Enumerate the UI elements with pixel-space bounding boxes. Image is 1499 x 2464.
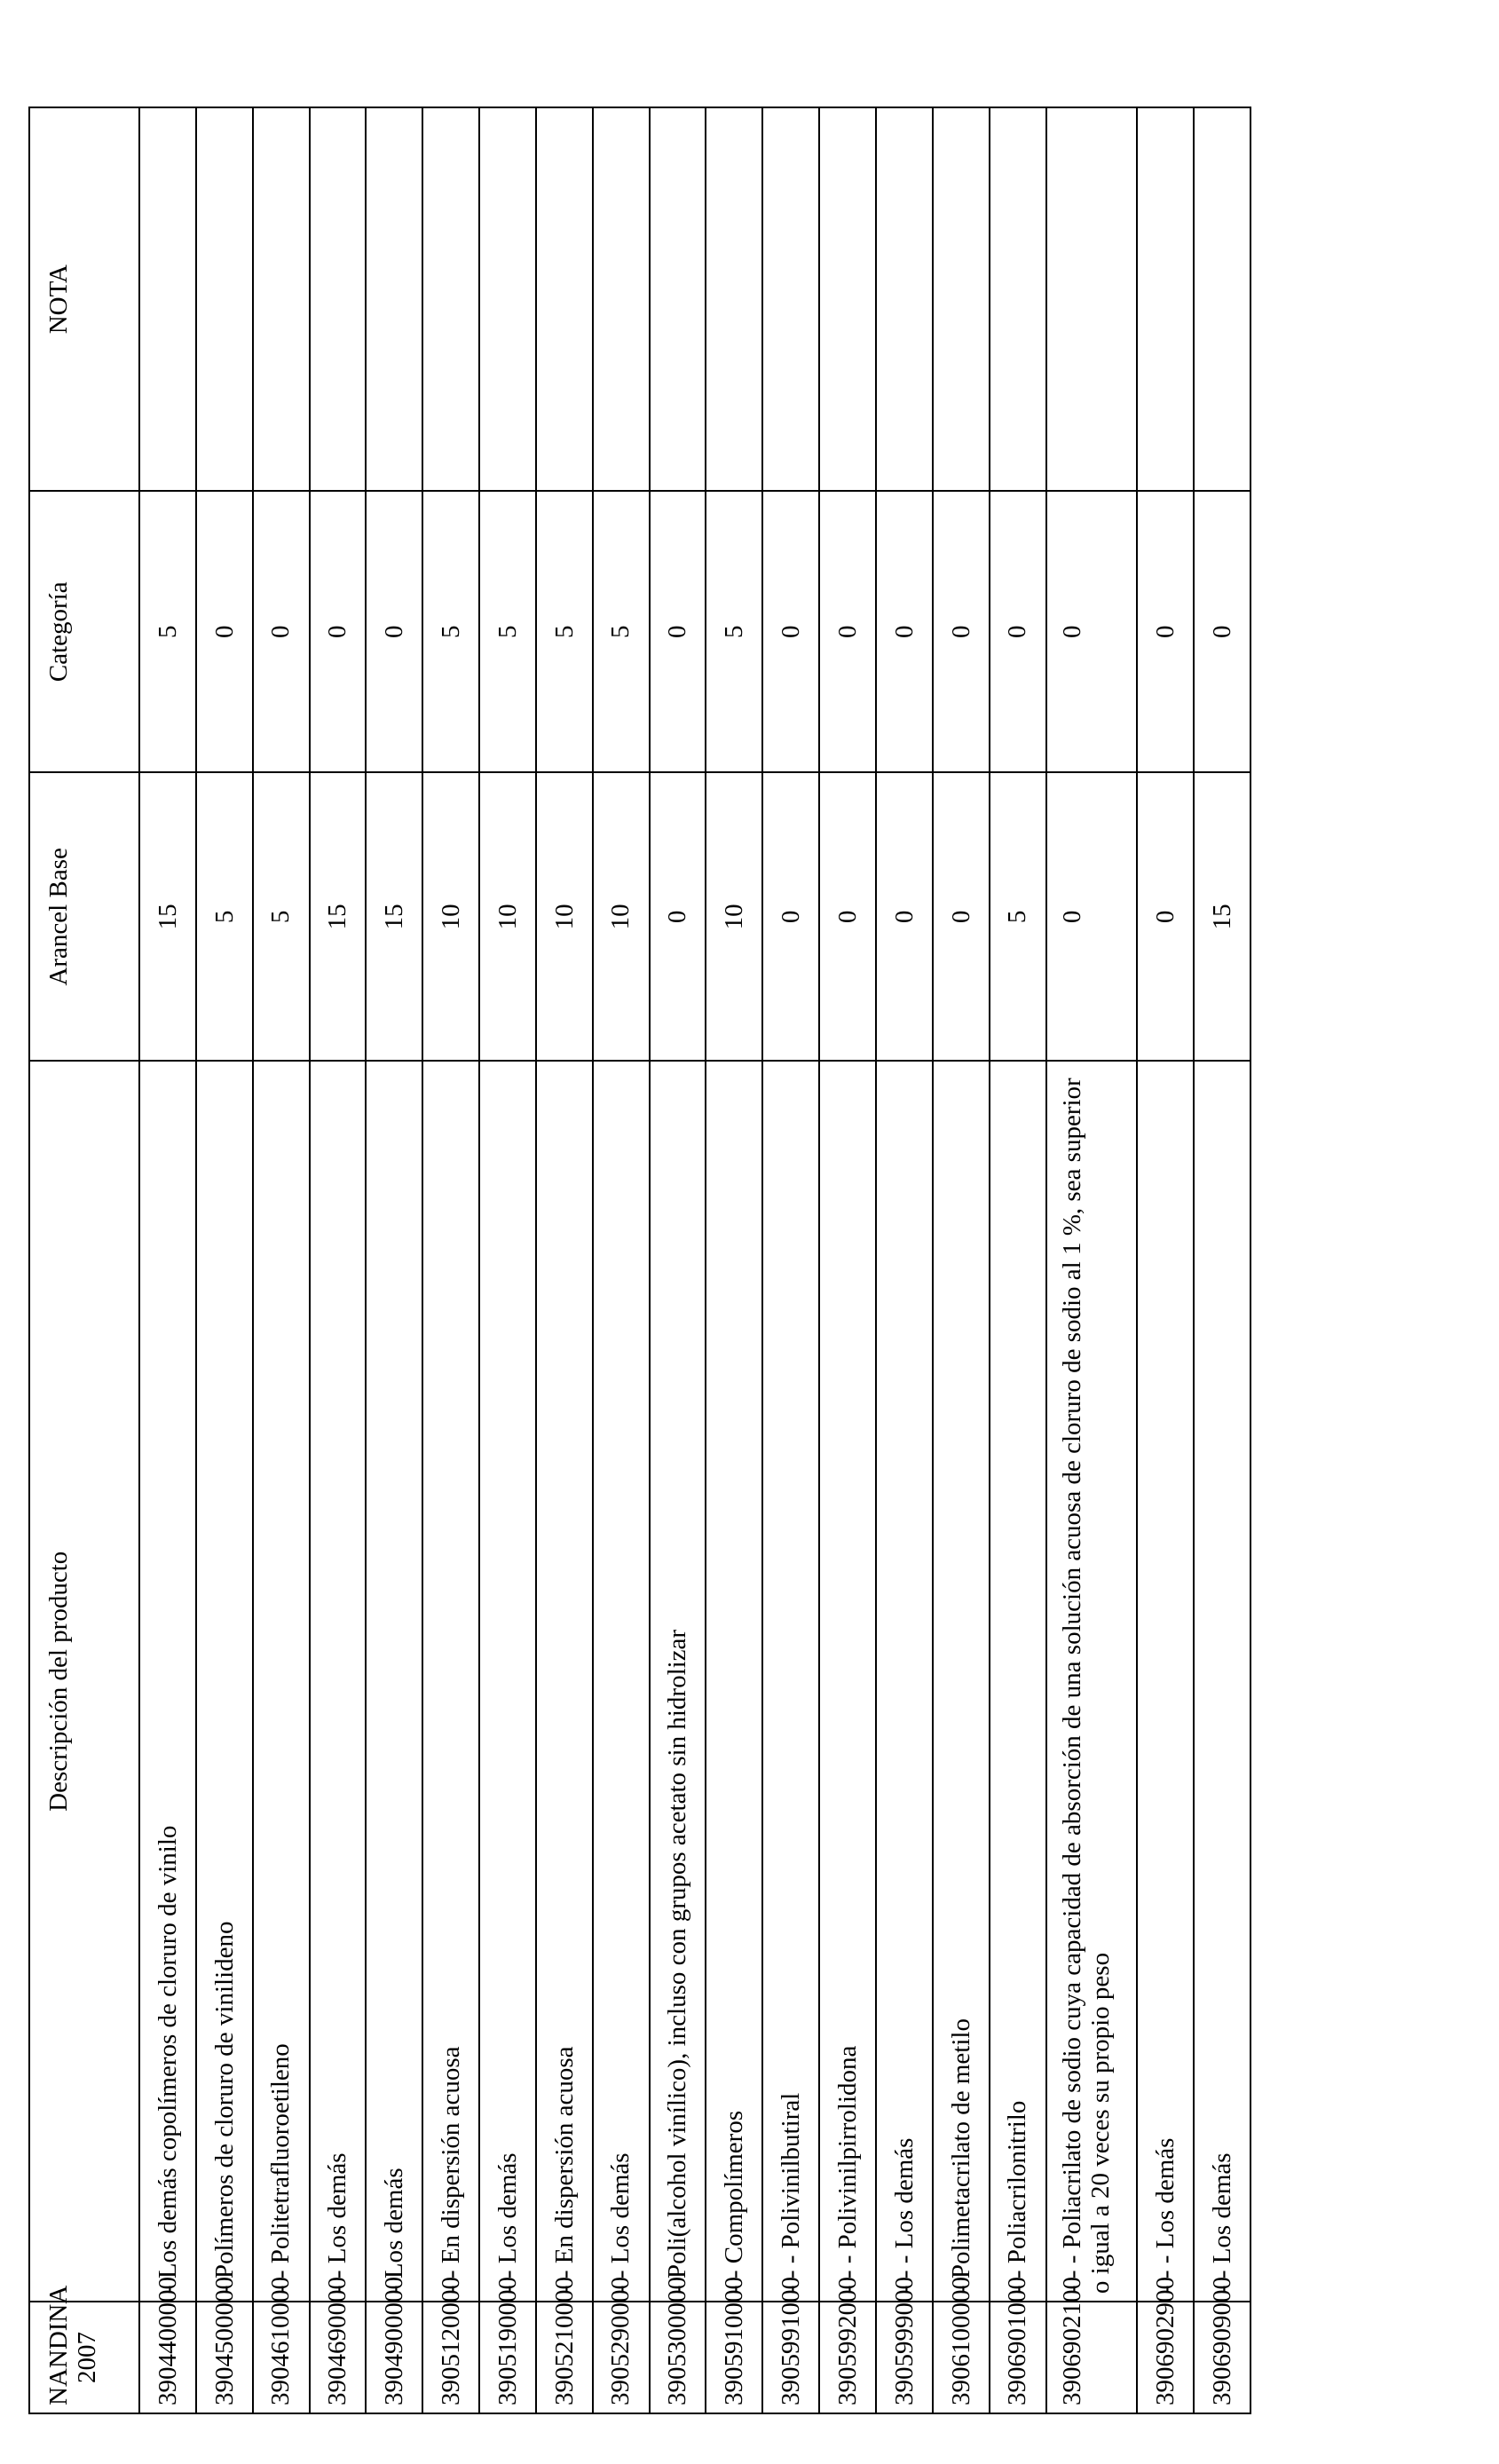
cell-description: - - En dispersión acuosa xyxy=(422,1061,479,2302)
cell-code: 3905999000 xyxy=(876,2302,933,2413)
cell-categoria: 0 xyxy=(819,491,876,772)
header-arancel-base: Arancel Base xyxy=(29,772,139,1061)
header-nandina: NANDINA 2007 xyxy=(29,2302,139,2413)
cell-categoria: 0 xyxy=(650,491,706,772)
cell-categoria: 5 xyxy=(593,491,650,772)
cell-arancel-base: 15 xyxy=(366,772,422,1061)
cell-nota xyxy=(1194,107,1250,491)
cell-description: - - - Los demás xyxy=(876,1061,933,2302)
cell-categoria: 0 xyxy=(196,491,253,772)
table-row xyxy=(1194,107,1250,2413)
tariff-table xyxy=(28,107,1251,2414)
cell-nota xyxy=(536,107,593,491)
cell-nota xyxy=(479,107,536,491)
cell-nota xyxy=(310,107,367,491)
header-nota: NOTA xyxy=(29,107,139,491)
cell-code: 3905910000 xyxy=(706,2302,762,2413)
cell-description: - - - Polivinilbutiral xyxy=(762,1061,819,2302)
table-row xyxy=(536,107,593,2413)
cell-description: - - En dispersión acuosa xyxy=(536,1061,593,2302)
table-row xyxy=(650,107,706,2413)
cell-categoria: 0 xyxy=(366,491,422,772)
cell-nota xyxy=(650,107,706,491)
table-row xyxy=(819,107,876,2413)
rotated-page xyxy=(28,107,1251,2414)
cell-nota xyxy=(1137,107,1194,491)
cell-arancel-base: 10 xyxy=(479,772,536,1061)
cell-nota xyxy=(762,107,819,491)
cell-code: 3905210000 xyxy=(536,2302,593,2413)
table-row xyxy=(876,107,933,2413)
cell-code: 3905120000 xyxy=(422,2302,479,2413)
cell-categoria: 5 xyxy=(706,491,762,772)
cell-arancel-base: 0 xyxy=(933,772,990,1061)
cell-code: 3904400000 xyxy=(139,2302,196,2413)
cell-code: 3906100000 xyxy=(933,2302,990,2413)
cell-description: - Polimetacrilato de metilo xyxy=(933,1061,990,2302)
cell-code: 3906902900 xyxy=(1137,2302,1194,2413)
cell-description: - - Los demás xyxy=(1194,1061,1250,2302)
table-row xyxy=(366,107,422,2413)
cell-arancel-base: 0 xyxy=(1046,772,1138,1061)
cell-arancel-base: 0 xyxy=(819,772,876,1061)
cell-code: 3905300000 xyxy=(650,2302,706,2413)
cell-categoria: 0 xyxy=(310,491,367,772)
cell-arancel-base: 10 xyxy=(706,772,762,1061)
table-row xyxy=(139,107,196,2413)
cell-arancel-base: 0 xyxy=(762,772,819,1061)
cell-code: 3905290000 xyxy=(593,2302,650,2413)
cell-arancel-base: 15 xyxy=(1194,772,1250,1061)
table-row xyxy=(762,107,819,2413)
cell-description: - Poli(alcohol vinílico), incluso con grupos acetato sin hidrolizar xyxy=(650,1061,706,2302)
cell-description: - - Los demás xyxy=(593,1061,650,2302)
cell-arancel-base: 5 xyxy=(990,772,1046,1061)
table-row xyxy=(310,107,367,2413)
cell-arancel-base: 0 xyxy=(650,772,706,1061)
cell-nota xyxy=(1046,107,1138,491)
cell-nota xyxy=(819,107,876,491)
cell-arancel-base: 10 xyxy=(593,772,650,1061)
cell-arancel-base: 10 xyxy=(422,772,479,1061)
cell-arancel-base: 15 xyxy=(139,772,196,1061)
table-row xyxy=(1046,107,1138,2413)
cell-categoria: 5 xyxy=(422,491,479,772)
cell-categoria: 0 xyxy=(253,491,310,772)
cell-code: 3906902100 xyxy=(1046,2302,1138,2413)
cell-nota xyxy=(990,107,1046,491)
cell-categoria: 0 xyxy=(876,491,933,772)
header-row xyxy=(29,107,139,2413)
cell-code: 3906901000 xyxy=(990,2302,1046,2413)
cell-categoria: 0 xyxy=(1194,491,1250,772)
cell-description: - Polímeros de cloruro de vinilideno xyxy=(196,1061,253,2302)
cell-code: 3904900000 xyxy=(366,2302,422,2413)
cell-categoria: 0 xyxy=(762,491,819,772)
cell-description: - - - Polivinilpirrolidona xyxy=(819,1061,876,2302)
cell-arancel-base: 5 xyxy=(196,772,253,1061)
header-description: Descripción del producto xyxy=(29,1061,139,2302)
cell-categoria: 0 xyxy=(1137,491,1194,772)
cell-nota xyxy=(196,107,253,491)
header-categoria: Categoría xyxy=(29,491,139,772)
cell-nota xyxy=(253,107,310,491)
table-row xyxy=(933,107,990,2413)
cell-description: - - Los demás xyxy=(479,1061,536,2302)
cell-nota xyxy=(139,107,196,491)
cell-categoria: 5 xyxy=(139,491,196,772)
cell-categoria: 5 xyxy=(536,491,593,772)
cell-nota xyxy=(593,107,650,491)
cell-arancel-base: 5 xyxy=(253,772,310,1061)
cell-description: - - Compolímeros xyxy=(706,1061,762,2302)
table-row xyxy=(253,107,310,2413)
table-row xyxy=(706,107,762,2413)
cell-description: - - Poliacrilonitrilo xyxy=(990,1061,1046,2302)
cell-description: - - - Poliacrilato de sodio cuya capacidad de absorción de una solución acuosa de cloruro de sodio al 1 %, sea superior o igual a 20 veces su propio peso xyxy=(1046,1061,1138,2302)
cell-code: 3904610000 xyxy=(253,2302,310,2413)
cell-arancel-base: 15 xyxy=(310,772,367,1061)
table-row xyxy=(1137,107,1194,2413)
table-row xyxy=(422,107,479,2413)
cell-description: - Los demás xyxy=(366,1061,422,2302)
table-row xyxy=(990,107,1046,2413)
cell-code: 3905190000 xyxy=(479,2302,536,2413)
cell-arancel-base: 0 xyxy=(1137,772,1194,1061)
cell-arancel-base: 10 xyxy=(536,772,593,1061)
table-row xyxy=(593,107,650,2413)
cell-nota xyxy=(933,107,990,491)
cell-description: - - Politetrafluoroetileno xyxy=(253,1061,310,2302)
cell-nota xyxy=(876,107,933,491)
cell-nota xyxy=(706,107,762,491)
cell-code: 3905991000 xyxy=(762,2302,819,2413)
cell-categoria: 5 xyxy=(479,491,536,772)
cell-nota xyxy=(366,107,422,491)
cell-categoria: 0 xyxy=(1046,491,1138,772)
cell-code: 3904690000 xyxy=(310,2302,367,2413)
cell-description: - - - Los demás xyxy=(1137,1061,1194,2302)
cell-nota xyxy=(422,107,479,491)
cell-code: 3906909000 xyxy=(1194,2302,1250,2413)
cell-code: 3905992000 xyxy=(819,2302,876,2413)
cell-description: - - Los demás xyxy=(310,1061,367,2302)
cell-arancel-base: 0 xyxy=(876,772,933,1061)
cell-description: - Los demás copolímeros de cloruro de vinilo xyxy=(139,1061,196,2302)
cell-code: 3904500000 xyxy=(196,2302,253,2413)
table-row xyxy=(196,107,253,2413)
table-row xyxy=(479,107,536,2413)
cell-categoria: 0 xyxy=(933,491,990,772)
cell-categoria: 0 xyxy=(990,491,1046,772)
